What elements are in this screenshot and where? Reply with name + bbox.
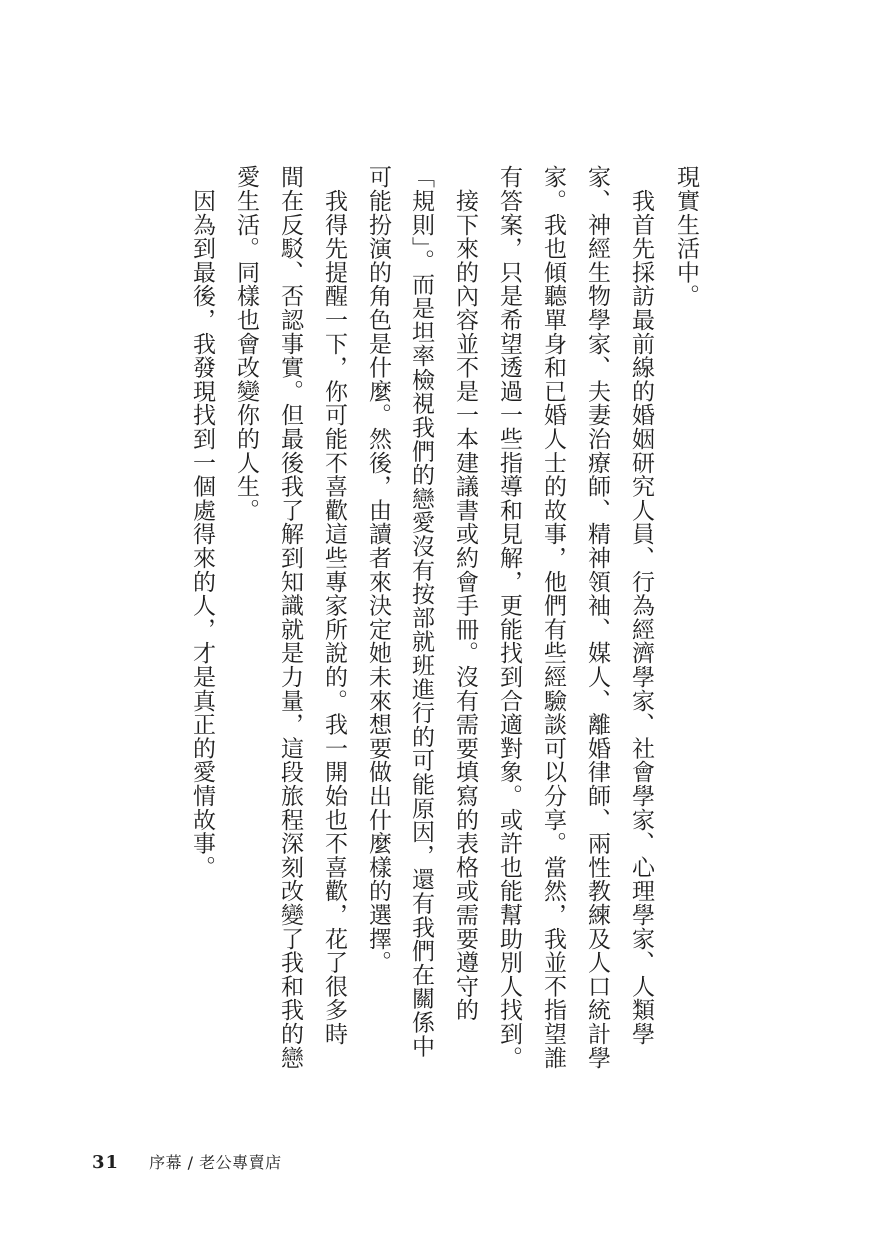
text-line-1: 現實生活中。 (673, 165, 699, 308)
text-line-11: 愛生活。同樣也會改變你的人生。 (233, 165, 259, 522)
text-line-3: 家、神經生物學家、夫妻治療師、精神領袖、媒人、離婚律師、兩性教練及人口統計學 (584, 165, 610, 1070)
page-footer (92, 1150, 282, 1173)
text-line-8: 可能扮演的角色是什麼。然後，由讀者來決定她未來想要做出什麼樣的選擇。 (365, 165, 391, 975)
text-line-12: 因為到最後，我發現找到一個處得來的人，才是真正的愛情故事。 (189, 165, 215, 879)
page-number: 31 (92, 1152, 120, 1173)
text-line-6: 接下來的內容並不是一本建議書或約會手冊。沒有需要填寫的表格或需要遵守的 (452, 165, 478, 1022)
running-head: 序幕 / 老公專賣店 (149, 1153, 282, 1172)
text-line-4: 家。我也傾聽單身和已婚人士的故事，他們有些經驗談可以分享。當然，我並不指望誰 (540, 165, 566, 1070)
text-line-10: 間在反駁、否認事實。但最後我了解到知識就是力量，這段旅程深刻改變了我和我的戀 (277, 165, 303, 1070)
text-line-9: 我得先提醒一下，你可能不喜歡這些專家所說的。我一開始也不喜歡，花了很多時 (321, 165, 347, 1046)
text-line-5: 有答案，只是希望透過一些指導和見解，更能找到合適對象。或許也能幫助別人找到。 (496, 165, 522, 1070)
text-line-7: 「規則」。而是坦率檢視我們的戀愛沒有按部就班進行的可能原因，還有我們在關係中 (408, 165, 434, 1058)
text-line-2: 我首先採訪最前線的婚姻研究人員、行為經濟學家、社會學家、心理學家、人類學 (628, 165, 654, 1046)
